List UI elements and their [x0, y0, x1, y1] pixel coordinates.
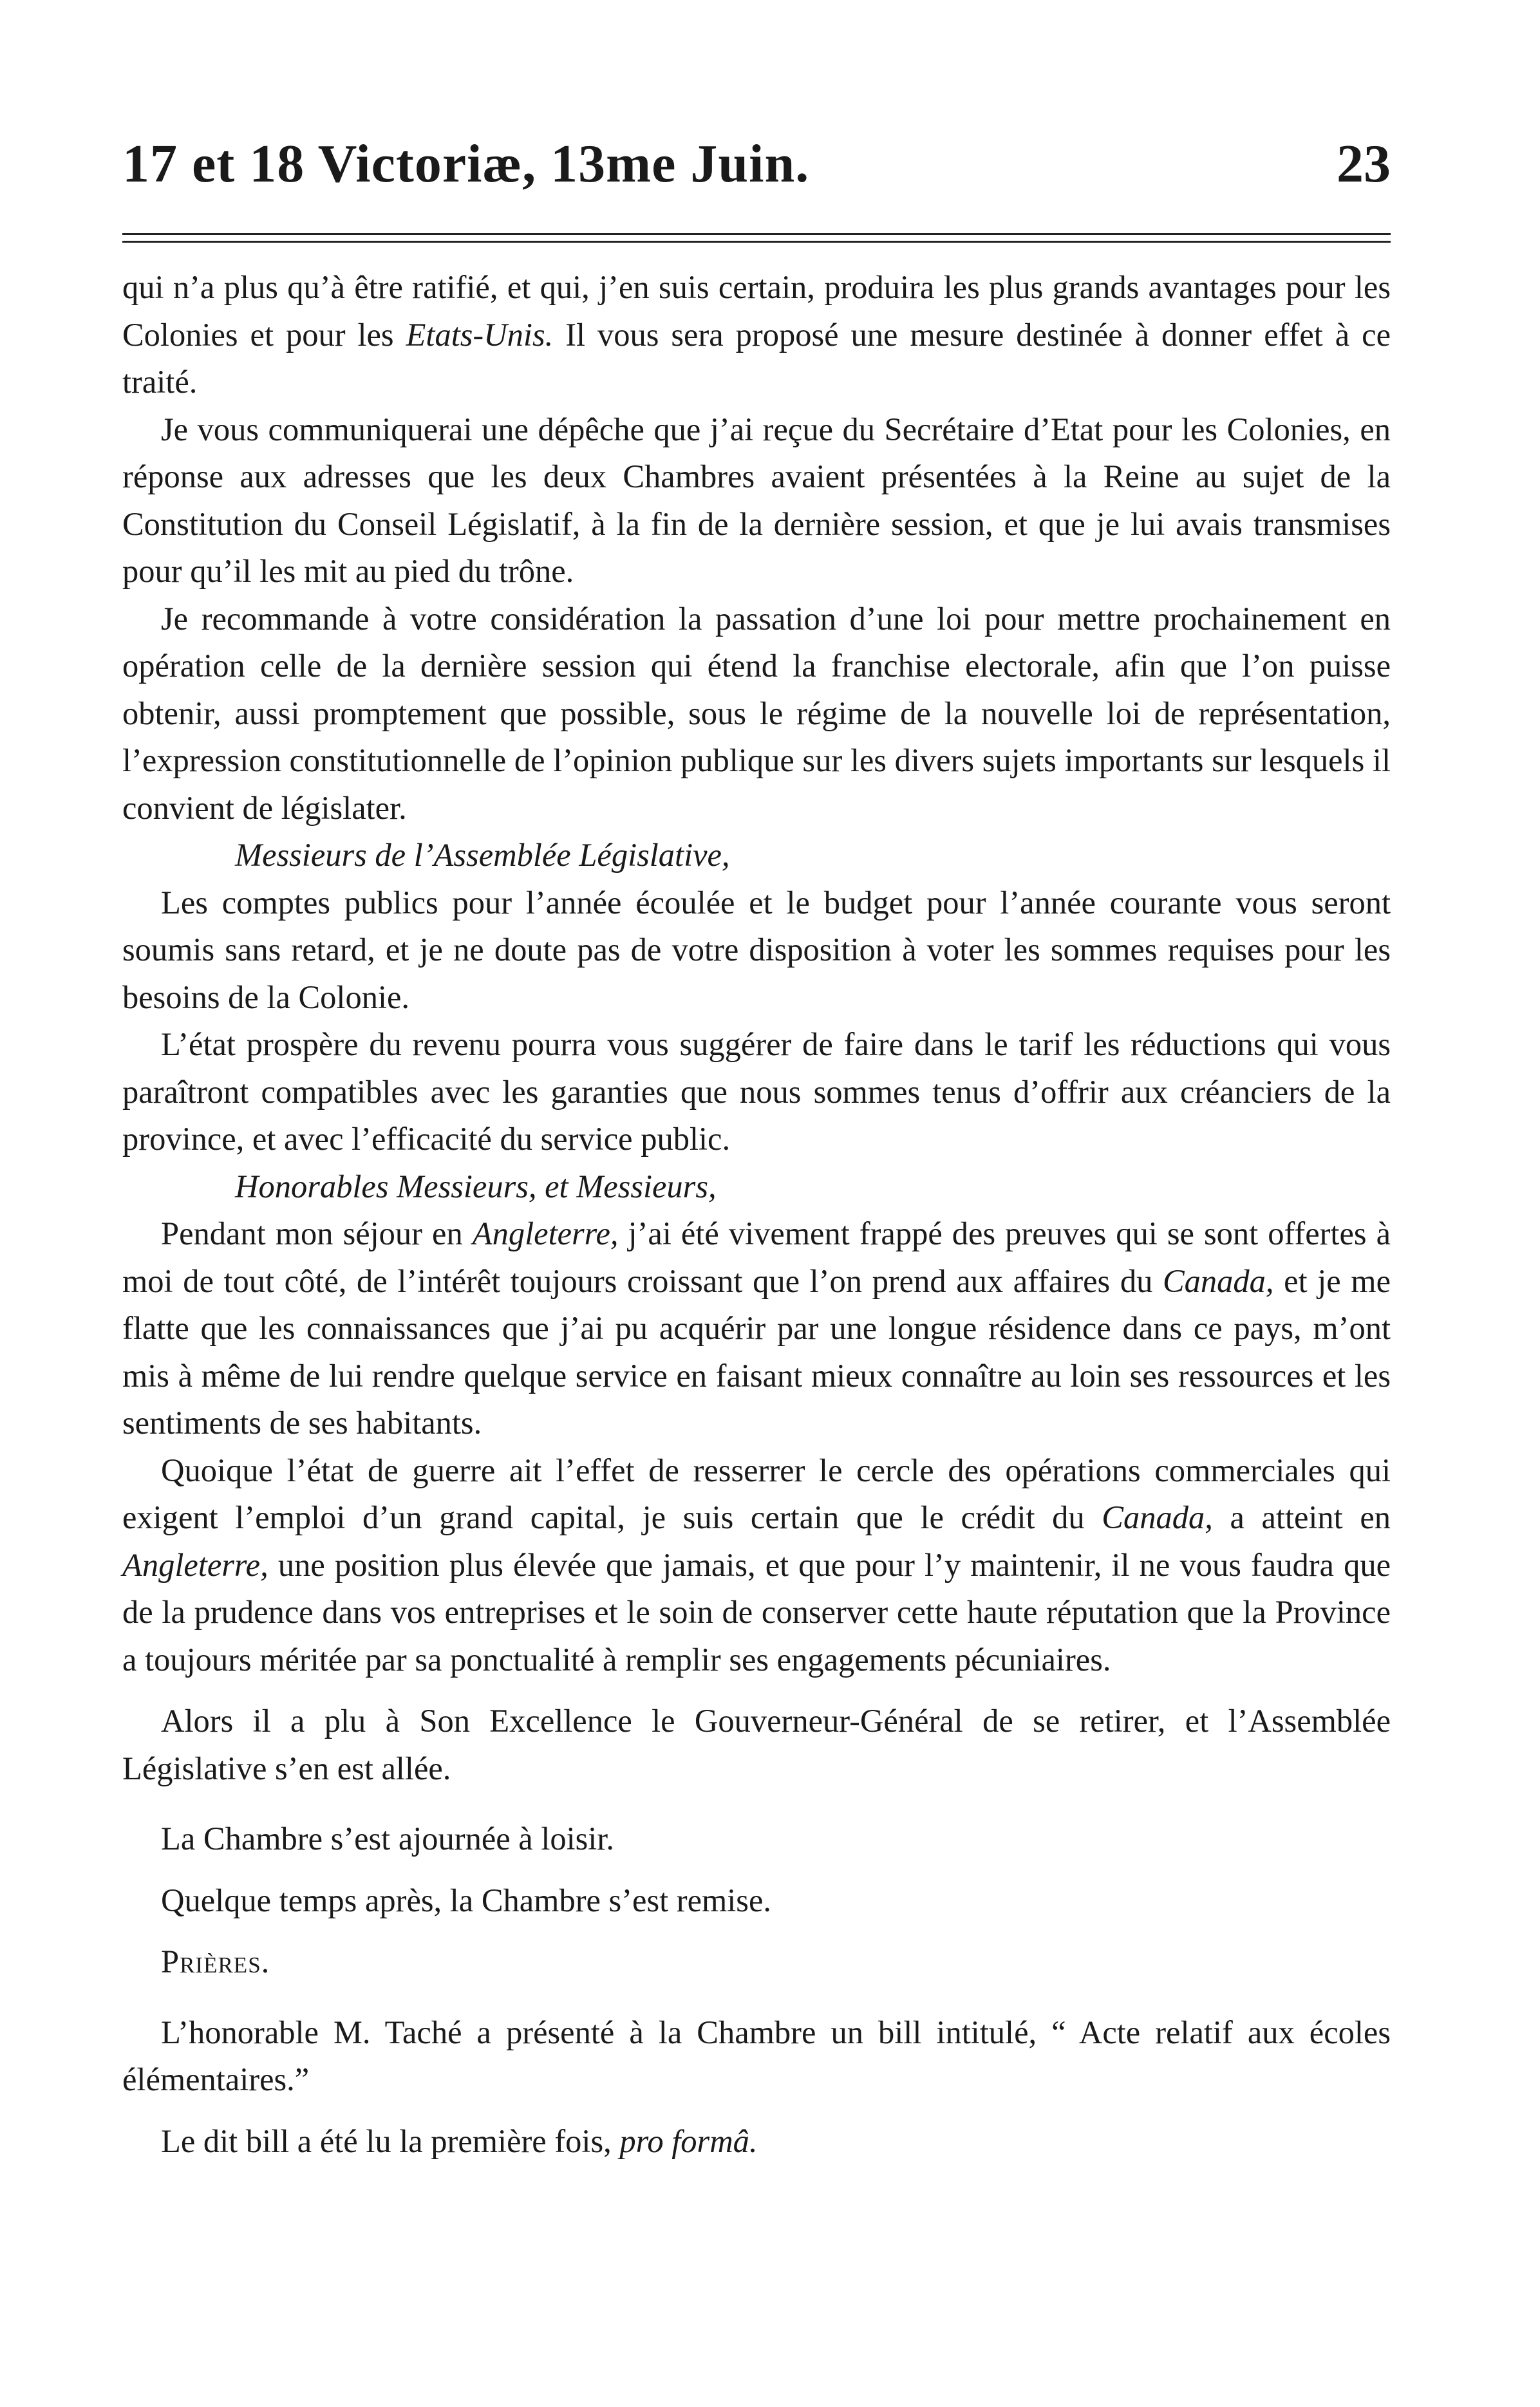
paragraph — [122, 406, 1391, 595]
text-run: a atteint en — [1212, 1499, 1391, 1535]
italic-text: Etats-Unis. — [406, 316, 554, 353]
text-run: Le dit bill a été lu la première fois, — [161, 2122, 620, 2159]
paragraph — [122, 1447, 1391, 1684]
section-heading — [122, 1163, 1391, 1211]
paragraph — [122, 1877, 1391, 1925]
text-run: L’état prospère du revenu pourra vous suggérer de faire dans le tarif les réductions qui vous paraîtront compatibles avec les garanties que nous sommes tenus d’offrir aux créanciers de la province, et avec l’efficacité du service public. — [122, 1026, 1391, 1157]
paragraph — [122, 2009, 1391, 2104]
text-run: Pendant mon séjour en — [161, 1215, 473, 1251]
text-run: une position plus élevée que jamais, et que pour l’y maintenir, il ne vous faudra que de la prudence dans vos entreprises et le soin de conserver cette haute réputation que la Province a toujours méritée par sa ponctualité à remplir ses engagements pécuniaires. — [122, 1546, 1391, 1678]
text-run: Quelque temps après, la Chambre s’est remise. — [161, 1882, 771, 1918]
paragraph — [122, 1210, 1391, 1447]
text-run: Je recommande à votre considération la passation d’une loi pour mettre prochainement en opération celle de la dernière session qui étend la franchise electorale, afin que l’on puisse obtenir, aussi promptement que possible, sous le régime de la nouvelle loi de représentation, l’expression constitutionnelle de l’opinion publique sur les divers sujets importants sur lesquels il convient de législater. — [122, 600, 1391, 826]
text-run: Il vous sera proposé une mesure destinée à donner effet à ce traité. — [122, 316, 1391, 400]
paragraph — [122, 595, 1391, 832]
italic-text: Canada, — [1102, 1499, 1213, 1535]
italic-text: Angleterre, — [472, 1215, 619, 1251]
small-caps-text: Prières. — [161, 1943, 270, 1980]
italic-text: Angleterre, — [122, 1546, 268, 1583]
paragraph — [122, 879, 1391, 1022]
text-run: Honorables Messieurs, et Messieurs, — [235, 1168, 717, 1204]
text-run: et je me flatte que les connaissances que j’ai pu acquérir par une longue résidence dans ce pays, m’ont mis à même de lui rendre quelque service en faisant mieux connaître au loin ses ressources et les sentiments de ses habitants. — [122, 1262, 1391, 1441]
running-title: 17 et 18 Victoriæ, 13me Juin. — [122, 134, 810, 194]
paragraph — [122, 2118, 1391, 2166]
text-run: qui n’a plus qu’à être ratifié, et qui, j’en suis certain, produira les plus grands avantages pour les Colonies et pour les — [122, 269, 1391, 353]
text-run: L’honorable M. Taché a présenté à la Chambre un bill intitulé, “ Acte relatif aux écoles élémentaires.” — [122, 2014, 1391, 2097]
text-run: Je vous communiquerai une dépêche que j’ai reçue du Secrétaire d’Etat pour les Colonies, en réponse aux adresses que les deux Chambres avaient présentées à la Reine au sujet de la Constitution du Conseil Législatif, à la fin de la dernière session, et que je lui avais transmises pour qu’il les mit au pied du trône. — [122, 411, 1391, 589]
header-rule-top — [122, 233, 1391, 235]
paragraph — [122, 1698, 1391, 1792]
italic-text: pro formâ. — [619, 2122, 758, 2159]
text-run: Quoique l’état de guerre ait l’effet de resserrer le cercle des opérations commerciales qui exigent l’emploi d’un grand capital, je suis certain que le crédit du — [122, 1452, 1391, 1535]
text-run: j’ai été vivement frappé des preuves qui se sont offertes à moi de tout côté, de l’intérêt toujours croissant que l’on prend aux affaires du — [122, 1215, 1391, 1299]
paragraph — [122, 1021, 1391, 1163]
text-run: Les comptes publics pour l’année écoulée et le budget pour l’année courante vous seront soumis sans retard, et je ne doute pas de votre disposition à voter les sommes requises pour les besoins de la Colonie. — [122, 884, 1391, 1015]
text-run: La Chambre s’est ajournée à loisir. — [161, 1821, 614, 1857]
paragraph — [122, 264, 1391, 406]
page-header — [122, 129, 1391, 200]
body-text — [122, 264, 1391, 2165]
page-number: 23 — [1337, 134, 1391, 194]
text-run: Alors il a plu à Son Excellence le Gouverneur-Général de se retirer, et l’Assemblée Législative s’en est allée. — [122, 1703, 1391, 1786]
header-rule-bottom — [122, 241, 1391, 243]
paragraph — [122, 1938, 1391, 1986]
paragraph — [122, 1815, 1391, 1863]
italic-text: Canada, — [1162, 1262, 1274, 1299]
text-run: Messieurs de l’Assemblée Législative, — [235, 837, 730, 873]
section-heading — [122, 832, 1391, 879]
